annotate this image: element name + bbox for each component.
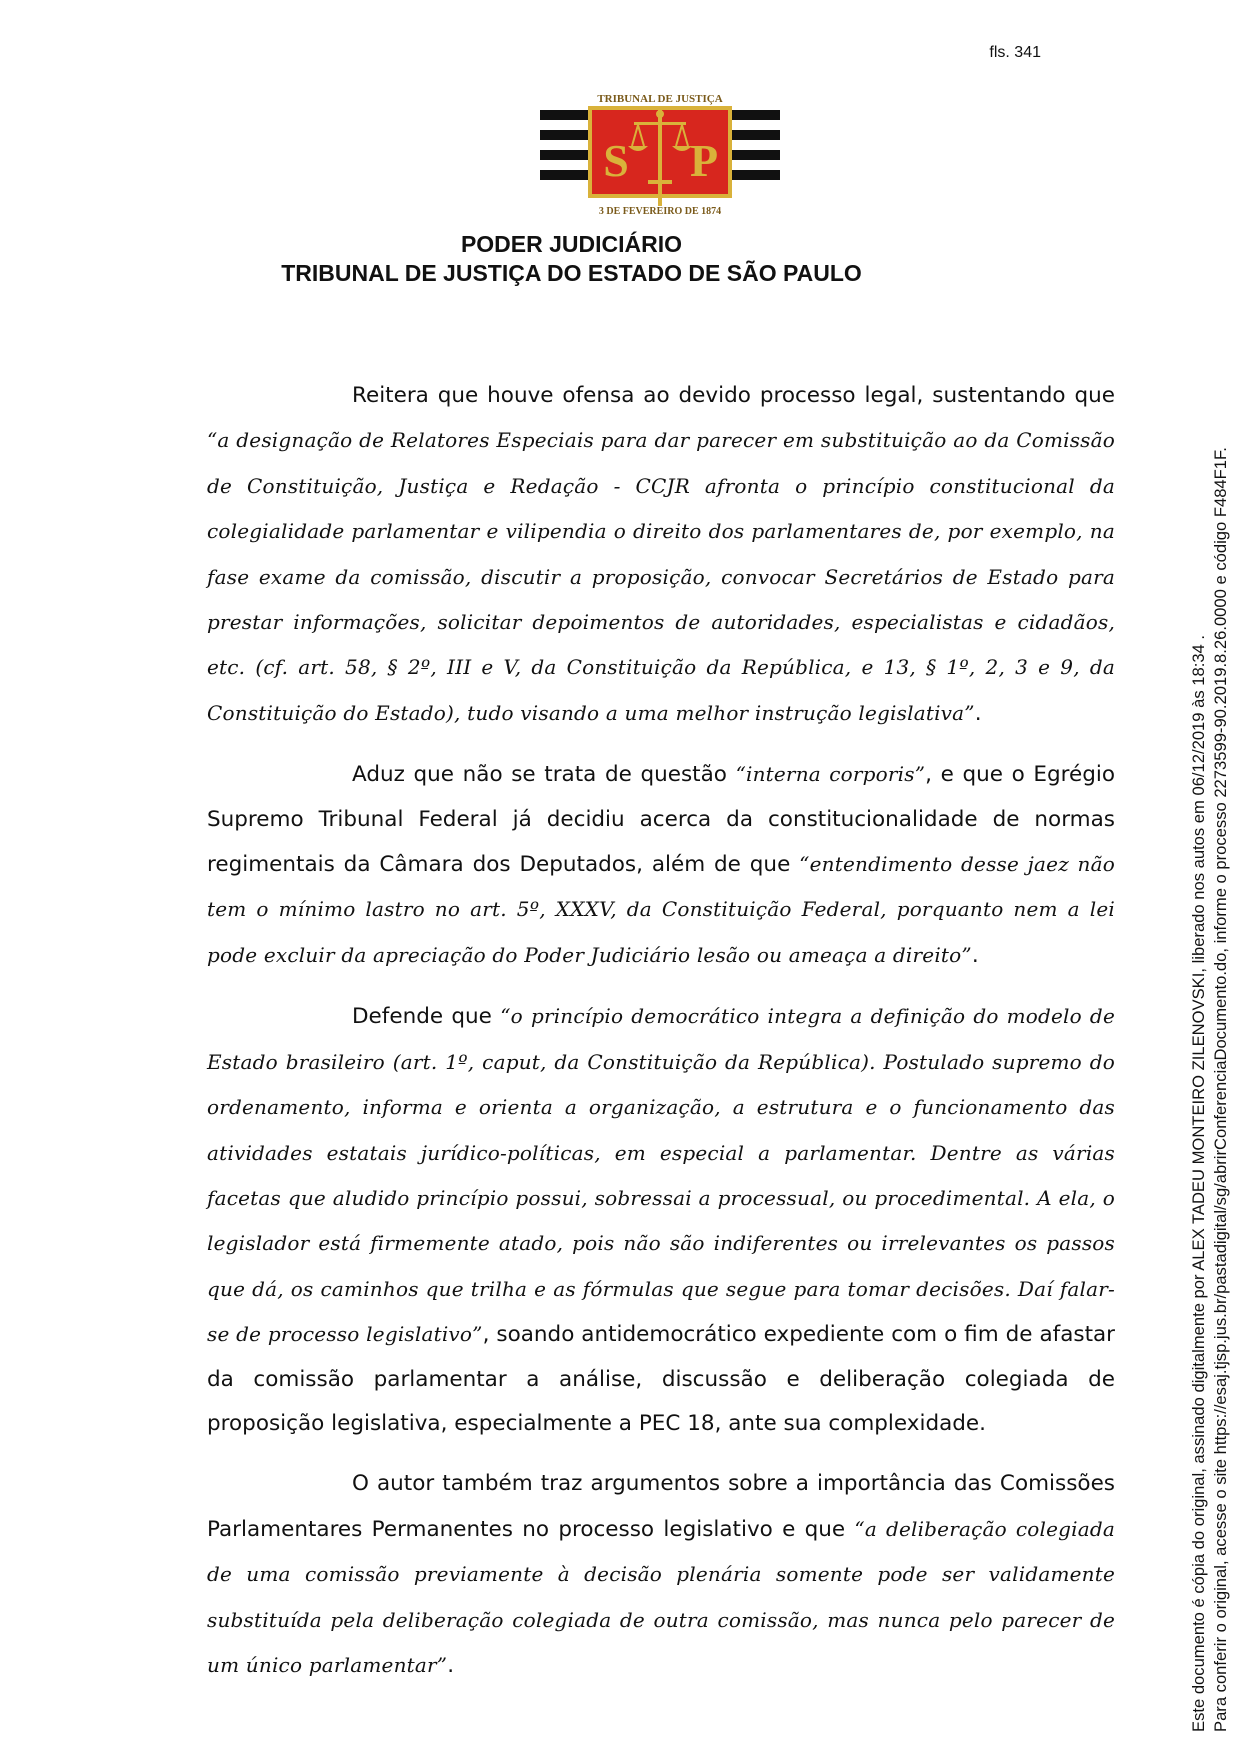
paragraph-text: . — [971, 942, 979, 968]
side-note-line-2: Para conferir o original, acesse o site https://esaj.tjsp.jus.br/pastadigital/sg/abrirConferenciaDocumento.do, informe o processo 2273599-90.2019.8.26.0000 e código F484F1F. — [1211, 447, 1230, 1732]
page-number: fls. 341 — [989, 44, 1041, 61]
seal-letter-p: P — [689, 135, 719, 186]
seal-top-text: TRIBUNAL DE JUSTIÇA — [597, 93, 723, 105]
paragraph-text: . — [447, 1652, 455, 1678]
side-note-line-1: Este documento é cópia do original, assinado digitalmente por ALEX TADEU MONTEIRO ZILENOVSKI, liberado nos autos em 06/12/2019 às 18:34 . — [1189, 634, 1208, 1732]
document-body — [207, 374, 1115, 1704]
seal-letter-s: S — [603, 135, 629, 186]
paragraph — [207, 374, 1115, 736]
quoted-text: “entendimento desse jaez não tem o mínimo lastro no art. 5º, XXXV, da Constituição Federal, porquanto nem a lei pode excluir da apreciação do Poder Judiciário lesão ou ameaça a direito” — [207, 852, 1115, 967]
paragraph-text: . — [974, 700, 982, 726]
paragraph — [207, 1462, 1115, 1688]
document-header — [0, 230, 1241, 288]
seal-bottom-text: 3 DE FEVEREIRO DE 1874 — [598, 206, 722, 217]
paragraph — [207, 994, 1115, 1446]
side-authentication-note — [1188, 282, 1232, 1732]
paragraph-text: Aduz que não se trata de questão — [352, 762, 736, 788]
quoted-text: “interna corporis” — [735, 762, 926, 787]
court-seal-logo — [540, 88, 780, 218]
paragraph-text: Reitera que houve ofensa ao devido processo legal, sustentando que — [352, 383, 1115, 408]
header-line-1: PODER JUDICIÁRIO — [460, 231, 683, 257]
paragraph-text: O autor também traz argumentos sobre a importância das Comissões Parlamentares Permanentes no processo legislativo e que — [207, 1471, 1115, 1542]
quoted-text: “a designação de Relatores Especiais para dar parecer em substituição ao da Comissão de Constituição, Justiça e Redação - CCJR afronta o princípio constitucional da colegialidade parlamentar e vilipendia o direito dos parlamentares de, por exemplo, na fase exame da comissão, discutir a proposição, convocar Secretários de Estado para prestar informações, solicitar depoimentos de autoridades, especialistas e cidadãos, etc. (cf. art. 58, § 2º, III e V, da Constituição da República, e 13, § 1º, 2, 3 e 9, da Constituição do Estado), tudo visando a uma melhor instrução legislativa” — [207, 428, 1115, 725]
paragraph-text: Defende que — [352, 1004, 501, 1030]
paragraph — [207, 752, 1115, 978]
header-line-2: TRIBUNAL DE JUSTIÇA DO ESTADO DE SÃO PAULO — [281, 260, 862, 286]
quoted-text: “a deliberação colegiada de uma comissão previamente à decisão plenária somente pode ser validamente substituída pela deliberação colegiada de outra comissão, mas nunca pelo parecer de um único parlamentar” — [207, 1516, 1115, 1677]
quoted-text: “o princípio democrático integra a definição do modelo de Estado brasileiro (art. 1º, caput, da Constituição da República). Postulado supremo do ordenamento, informa e orienta a organização, a estrutura e o funcionamento das atividades estatais jurídico-políticas, em especial a parlamentar. Dentre as várias facetas que aludido princípio possui, sobressai a processual, ou procedimental. A ela, o legislador está firmemente atado, pois não são indiferentes ou irrelevantes os passos que dá, os caminhos que trilha e as fórmulas que segue para tomar decisões. Daí falar-se de processo legislativo” — [207, 1004, 1115, 1347]
paragraph-text: , e que o Egrégio Supremo Tribunal Federal já decidiu acerca da constitucionalidade de normas regimentais da Câmara dos Deputados, além de que — [207, 762, 1115, 878]
paragraph-text: , soando antidemocrático expediente com o fim de afastar da comissão parlamentar a análise, discussão e deliberação colegiada de proposição legislativa, especialmente a PEC 18, ante sua complexidade. — [207, 1322, 1116, 1436]
